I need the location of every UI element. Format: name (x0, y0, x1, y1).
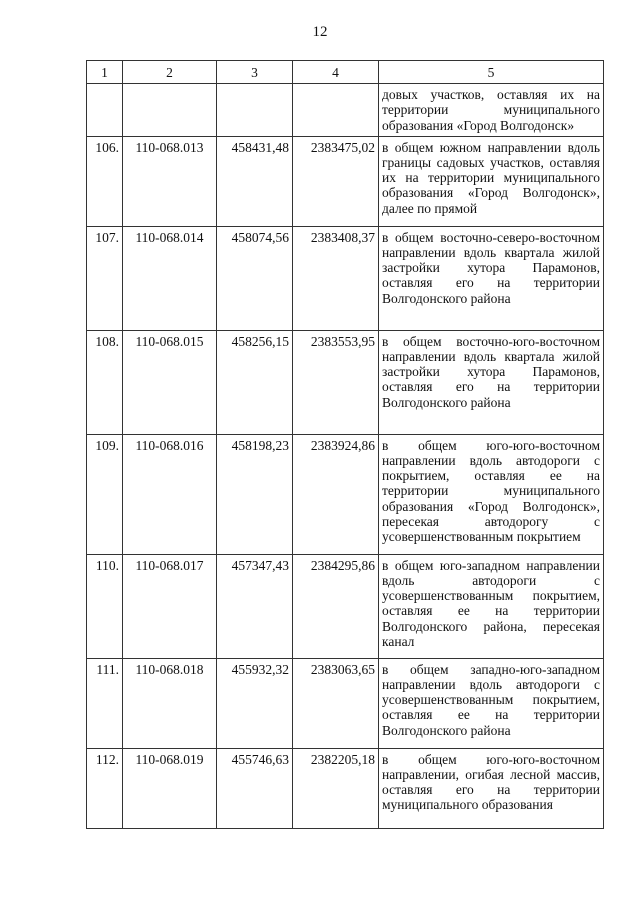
table-row (87, 330, 604, 434)
point-code: 110-068.013 (123, 136, 217, 226)
coordinate-y: 2383924,86 (293, 434, 379, 554)
coordinate-y: 2382205,18 (293, 748, 379, 828)
coordinate-y: 2383475,02 (293, 136, 379, 226)
boundary-description: в общем южном направлении вдоль границы садовых участков, оставляя их на территории муниципального образования «Город Волгодонск», далее по прямой (379, 136, 604, 226)
table-row (87, 136, 604, 226)
coordinate-x: 457347,43 (217, 554, 293, 658)
boundary-description: в общем юго-западном направлении вдоль автодороги с усовершенствованным покрытием, оставляя ее на территории Волгодонского района, пересекая канал (379, 554, 604, 658)
table-row (87, 226, 604, 330)
page-number: 12 (312, 24, 328, 40)
boundary-points-table (86, 60, 604, 829)
cell-empty (123, 84, 217, 137)
point-code: 110-068.015 (123, 330, 217, 434)
point-code: 110-068.019 (123, 748, 217, 828)
column-header-1: 1 (87, 61, 123, 84)
point-code: 110-068.018 (123, 658, 217, 748)
continuation-description: довых участков, оставляя их на территории муниципального образования «Город Волгодонск» (379, 84, 604, 137)
table-header-row (87, 61, 604, 84)
cell-empty (217, 84, 293, 137)
boundary-description: в общем юго-юго-восточном направлении, огибая лесной массив, оставляя его на территории муниципального образования (379, 748, 604, 828)
column-header-5: 5 (379, 61, 604, 84)
coordinate-y: 2384295,86 (293, 554, 379, 658)
coordinate-x: 458198,23 (217, 434, 293, 554)
coordinate-x: 458074,56 (217, 226, 293, 330)
column-header-2: 2 (123, 61, 217, 84)
boundary-description: в общем западно-юго-западном направлении вдоль автодороги с усовершенствованным покрытием, оставляя ее на территории Волгодонского района (379, 658, 604, 748)
coordinate-x: 455746,63 (217, 748, 293, 828)
point-code: 110-068.016 (123, 434, 217, 554)
coordinate-y: 2383553,95 (293, 330, 379, 434)
coordinate-x: 458256,15 (217, 330, 293, 434)
row-number: 108. (87, 330, 123, 434)
table-row (87, 748, 604, 828)
row-number: 110. (87, 554, 123, 658)
coordinate-x: 458431,48 (217, 136, 293, 226)
row-number: 109. (87, 434, 123, 554)
table-row (87, 434, 604, 554)
row-number: 107. (87, 226, 123, 330)
row-number: 106. (87, 136, 123, 226)
boundary-description: в общем восточно-юго-восточном направлении вдоль квартала жилой застройки хутора Парамонов, оставляя его на территории Волгодонского района (379, 330, 604, 434)
cell-empty (87, 84, 123, 137)
cell-empty (293, 84, 379, 137)
coordinate-x: 455932,32 (217, 658, 293, 748)
boundary-description: в общем юго-юго-восточном направлении вдоль автодороги с покрытием, оставляя ее на территории муниципального образования «Город Волгодонск», пересекая автодорогу с усовершенствованным покрытием (379, 434, 604, 554)
point-code: 110-068.014 (123, 226, 217, 330)
row-number: 111. (87, 658, 123, 748)
coordinate-y: 2383063,65 (293, 658, 379, 748)
boundary-description: в общем восточно-северо-восточном направлении вдоль квартала жилой застройки хутора Парамонов, оставляя его на территории Волгодонского района (379, 226, 604, 330)
table-row (87, 554, 604, 658)
point-code: 110-068.017 (123, 554, 217, 658)
row-number: 112. (87, 748, 123, 828)
column-header-4: 4 (293, 61, 379, 84)
column-header-3: 3 (217, 61, 293, 84)
continuation-row (87, 84, 604, 137)
table-row (87, 658, 604, 748)
coordinate-y: 2383408,37 (293, 226, 379, 330)
